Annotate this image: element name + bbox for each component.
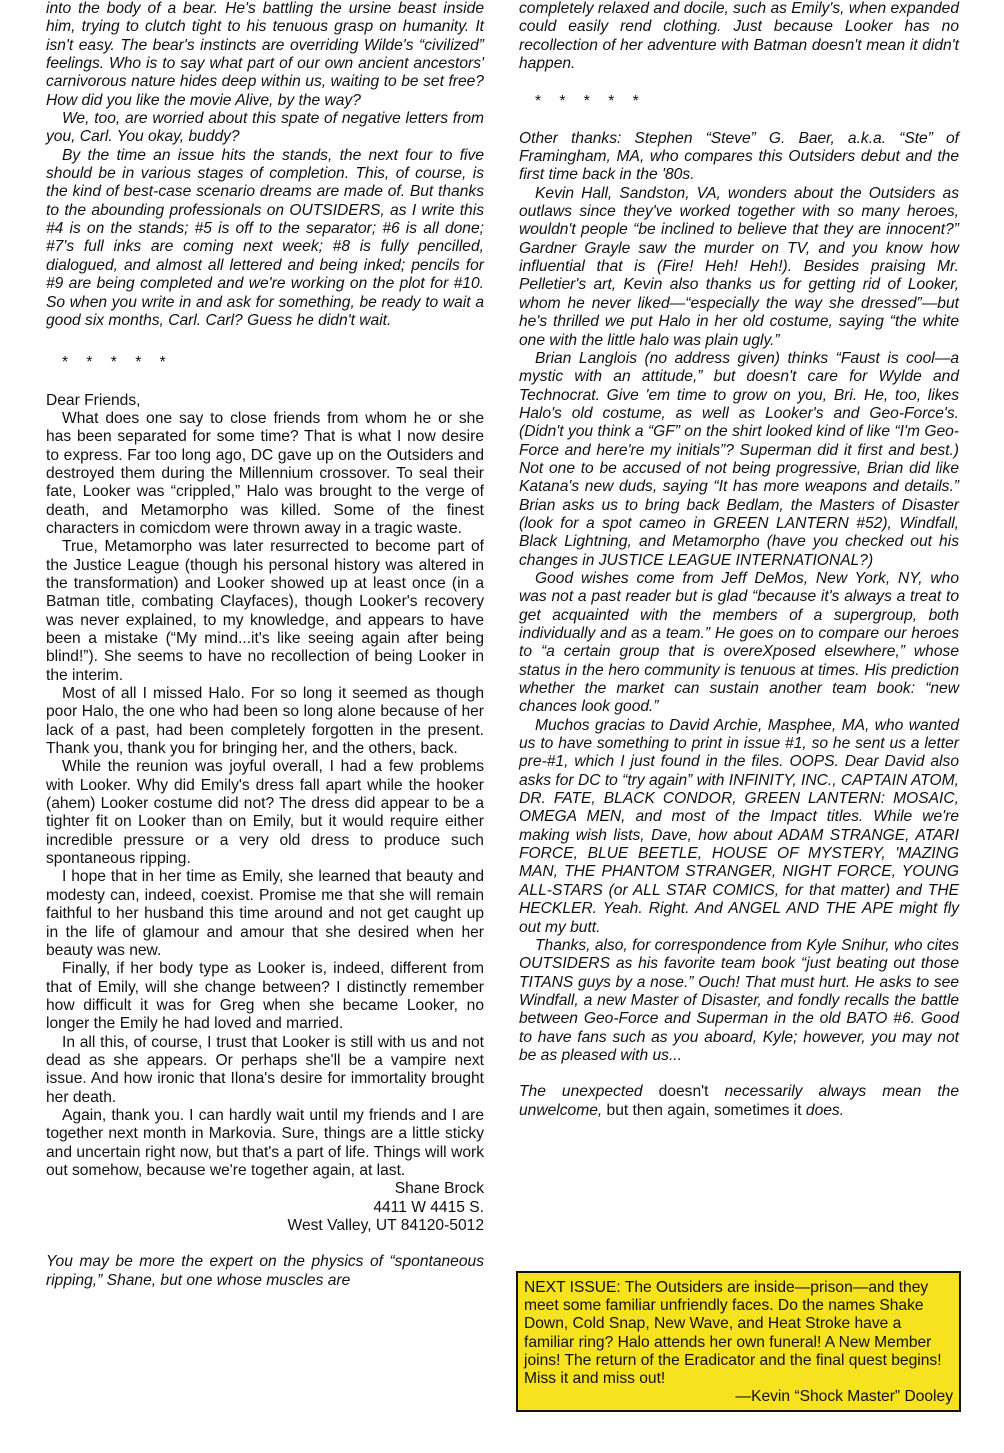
closing-emphasis: doesn't [658, 1083, 709, 1101]
letter-salutation: Dear Friends, [46, 391, 141, 409]
next-issue-text: NEXT ISSUE: The Outsiders are inside—prison—and they meet some familiar unfriendly faces. Do the names Shake Down, Cold Snap, New Wave, and Heat Stroke have a familiar ring? Halo attends her own funeral! A New Member joins! The return of the Eradicator and the final quest begins! Miss it and miss out! [524, 1279, 942, 1388]
letter-paragraph: Again, thank you. I can hardly wait until my friends and I are together next month in Markovia. Sure, things are a little sticky and uncertain right now, but that's a part of life. Things will work out somehow, because we're together again, at last. [46, 1106, 484, 1179]
reply-paragraph: We, too, are worried about this spate of negative letters from you, Carl. You okay, buddy? [46, 110, 484, 146]
letter-signature [46, 1180, 484, 1235]
letter-paragraph: Most of all I missed Halo. For so long it seemed as though poor Halo, the one who had been so long alone because of her lack of a past, had been completely forgotten in the present. Thank you, thank you for bringing her, and the others, back. [46, 685, 484, 758]
roundup-paragraph: Other thanks: Stephen “Steve” G. Baer, a.k.a. “Ste” of Framingham, MA, who compares this Outsiders debut and the first time back in the '80s. [519, 129, 959, 184]
reply-paragraph: into the body of a bear. He's battling the ursine beast inside him, trying to clutch tight to his tenuous grasp on humanity. It isn't easy. The bear's instincts are overriding Wilde's “civilized” feelings. Who is to say what part of our own ancient ancestors' carnivorous nature hides deep within us, waiting to be set free? How did you like the movie Alive, by the way? [46, 0, 484, 109]
roundup-paragraph: Thanks, also, for correspondence from Kyle Snihur, who cites OUTSIDERS as his favorite team book “just beating out those TITANS guys by a nose.” Ouch! That must hurt. He asks to see Windfall, a new Master of Disaster, and fondly recalls the battle between Geo-Force and Superman in the old BATO #6. Good to have fans such as you aboard, Kyle; however, you may not be as pleased with us... [519, 936, 959, 1064]
section-divider: * * * * * [535, 93, 646, 111]
closing-text: necessarily always mean the unwelcome, [519, 1083, 959, 1119]
signature-city: West Valley, UT 84120-5012 [287, 1217, 484, 1234]
reader-mail-roundup [519, 130, 959, 1066]
editor-reply-bottom: You may be more the expert on the physics of “spontaneous ripping,” Shane, but one whose muscles are [46, 1253, 484, 1289]
closing-emphasis: but then again, sometimes it [606, 1101, 802, 1119]
roundup-paragraph: Good wishes come from Jeff DeMos, New York, NY, who was not a past reader but is glad “because it's always a treat to get acquainted with the members of a supergroup, both individually and as a team.” He goes on to compare our heroes to “a certain group that is overeXposed elsewhere,” whose status in the hero community is tenuous at times. His prediction whether the market can sustain another team book: “new chances look good.” [519, 569, 959, 716]
next-issue-credit: —Kevin “Shock Master” Dooley [735, 1388, 953, 1406]
editor-reply-top [46, 0, 484, 330]
reader-letter [46, 392, 484, 1236]
next-issue-box [516, 1271, 961, 1412]
left-column [46, 0, 484, 1290]
closing-line [519, 1083, 959, 1120]
section-divider: * * * * * [62, 354, 173, 372]
closing-text: The unexpected [519, 1083, 659, 1101]
letter-paragraph: True, Metamorpho was later resurrected to become part of the Justice League (though his personal history was altered in the transformation) and Looker showed up at least once (in a Batman title, combating Clayfaces), though Looker's recovery was never explained, to my knowledge, and appears to have been a mistake (“My mind...it's like seeing again after being blind!”). She seems to have no recollection of being Looker in the interim. [46, 538, 484, 684]
letter-paragraph: What does one say to close friends from whom he or she has been separated for some time? That is what I now desire to express. Far too long ago, DC gave up on the Outsiders and destroyed them during the Millennium crossover. To seal their fate, Looker was “crippled,” Halo was brought to the verge of death, and Metamorpho was killed. Some of the finest characters in comicdom were thrown away in a tragic waste. [46, 409, 484, 537]
signature-name: Shane Brock [394, 1180, 484, 1198]
roundup-paragraph: Kevin Hall, Sandston, VA, wonders about the Outsiders as outlaws since they've worked together with so many heroes, wouldn't people “be inclined to believe that they are innocent?” Gardner Grayle saw the murder on TV, and you know how influential that is (Fire! Heh! Heh!). Besides praising Mr. Pelletier's art, Kevin also thanks us for getting rid of Looker, whom he never liked—“especially the way she dressed”—but he's thrilled we put Halo in her old costume, saying “the white one with the little halo was plain ugly.” [519, 184, 959, 349]
letter-paragraph: I hope that in her time as Emily, she learned that beauty and modesty can, indeed, coexist. Promise me that she will remain faithful to her husband this time around and not get caught up in the life of glamour and amour that she desired when her beauty was new. [46, 868, 484, 959]
editor-reply-continued: completely relaxed and docile, such as Emily's, when expanded could easily rend clothing. Just because Looker has no recollection of her adventure with Batman doesn't mean it didn't happen. [519, 0, 959, 73]
letter-paragraph: While the reunion was joyful overall, I had a few problems with Looker. Why did Emily's dress fall apart while the hooker (ahem) Looker costume did not? The dress did appear to be a tighter fit on Looker than on Emily, but it would require either incredible pressure or a very old dress to produce such spontaneous ripping. [46, 758, 484, 868]
letter-paragraph: Finally, if her body type as Looker is, indeed, different from that of Emily, will she change between? I distinctly remember how difficult it was for Greg when she became Looker, no longer the Emily he had loved and married. [46, 960, 484, 1033]
closing-text: does. [801, 1101, 845, 1119]
reply-paragraph: By the time an issue hits the stands, the next four to five should be in various stages of completion. This, of course, is the kind of best-case scenario dreams are made of. But thanks to the abounding professionals on OUTSIDERS, as I write this #4 is on the stands; #5 is off to the separator; #6 is all done; #7's full inks are coming next week; #8 is fully pencilled, dialogued, and almost all lettered and being inked; pencils for #9 are being completed and we're working on the plot for #10. So when you write in and ask for something, be ready to wait a good six months, Carl. Carl? Guess he didn't wait. [46, 146, 484, 329]
roundup-paragraph: Brian Langlois (no address given) thinks “Faust is cool—a mystic with an attitude,” but doesn't care for Wylde and Technocrat. Give 'em time to grow on you, Bri. He, too, likes Halo's old costume, as well as Looker's and Geo-Force's. (Didn't you think a “GF” on the shirt looked kind of like “I'm Geo-Force and here're my initials”? Superman did it first and best.) Not one to be accused of not being progressive, Brian did like Katana's new duds, saying “It has more weapons and details.” Brian asks us to bring back Bedlam, the Masters of Disaster (look for a spot cameo in GREEN LANTERN #52), Windfall, Black Lightning, and Metamorpho (have you checked out his changes in JUSTICE LEAGUE INTERNATIONAL?) [519, 349, 959, 569]
roundup-paragraph: Muchos gracias to David Archie, Masphee, MA, who wanted us to have something to print in issue #1, so he sent us a letter pre-#1, which I just found in the files. OOPS. Dear David also asks for DC to “try again” with INFINITY, INC., CAPTAIN ATOM, DR. FATE, BLACK CONDOR, GREEN LANTERN: MOSAIC, OMEGA MEN, and most of the Impact titles. While we're making wish lists, Dave, how about ADAM STRANGE, ATARI FORCE, BLUE BEETLE, HOUSE OF MYSTERY, 'MAZING MAN, THE PHANTOM STRANGER, NIGHT FORCE, YOUNG ALL-STARS (or ALL STAR COMICS, for that matter) and THE HECKLER. Yeah. Right. And ANGEL AND THE APE might fly out my butt. [519, 716, 959, 936]
right-column [519, 0, 959, 1120]
signature-address: 4411 W 4415 S. [373, 1198, 484, 1216]
letter-paragraph: In all this, of course, I trust that Looker is still with us and not dead as she appears. Or perhaps she'll be a vampire next issue. And how ironic that Ilona's desire for immortality brought her death. [46, 1033, 484, 1106]
